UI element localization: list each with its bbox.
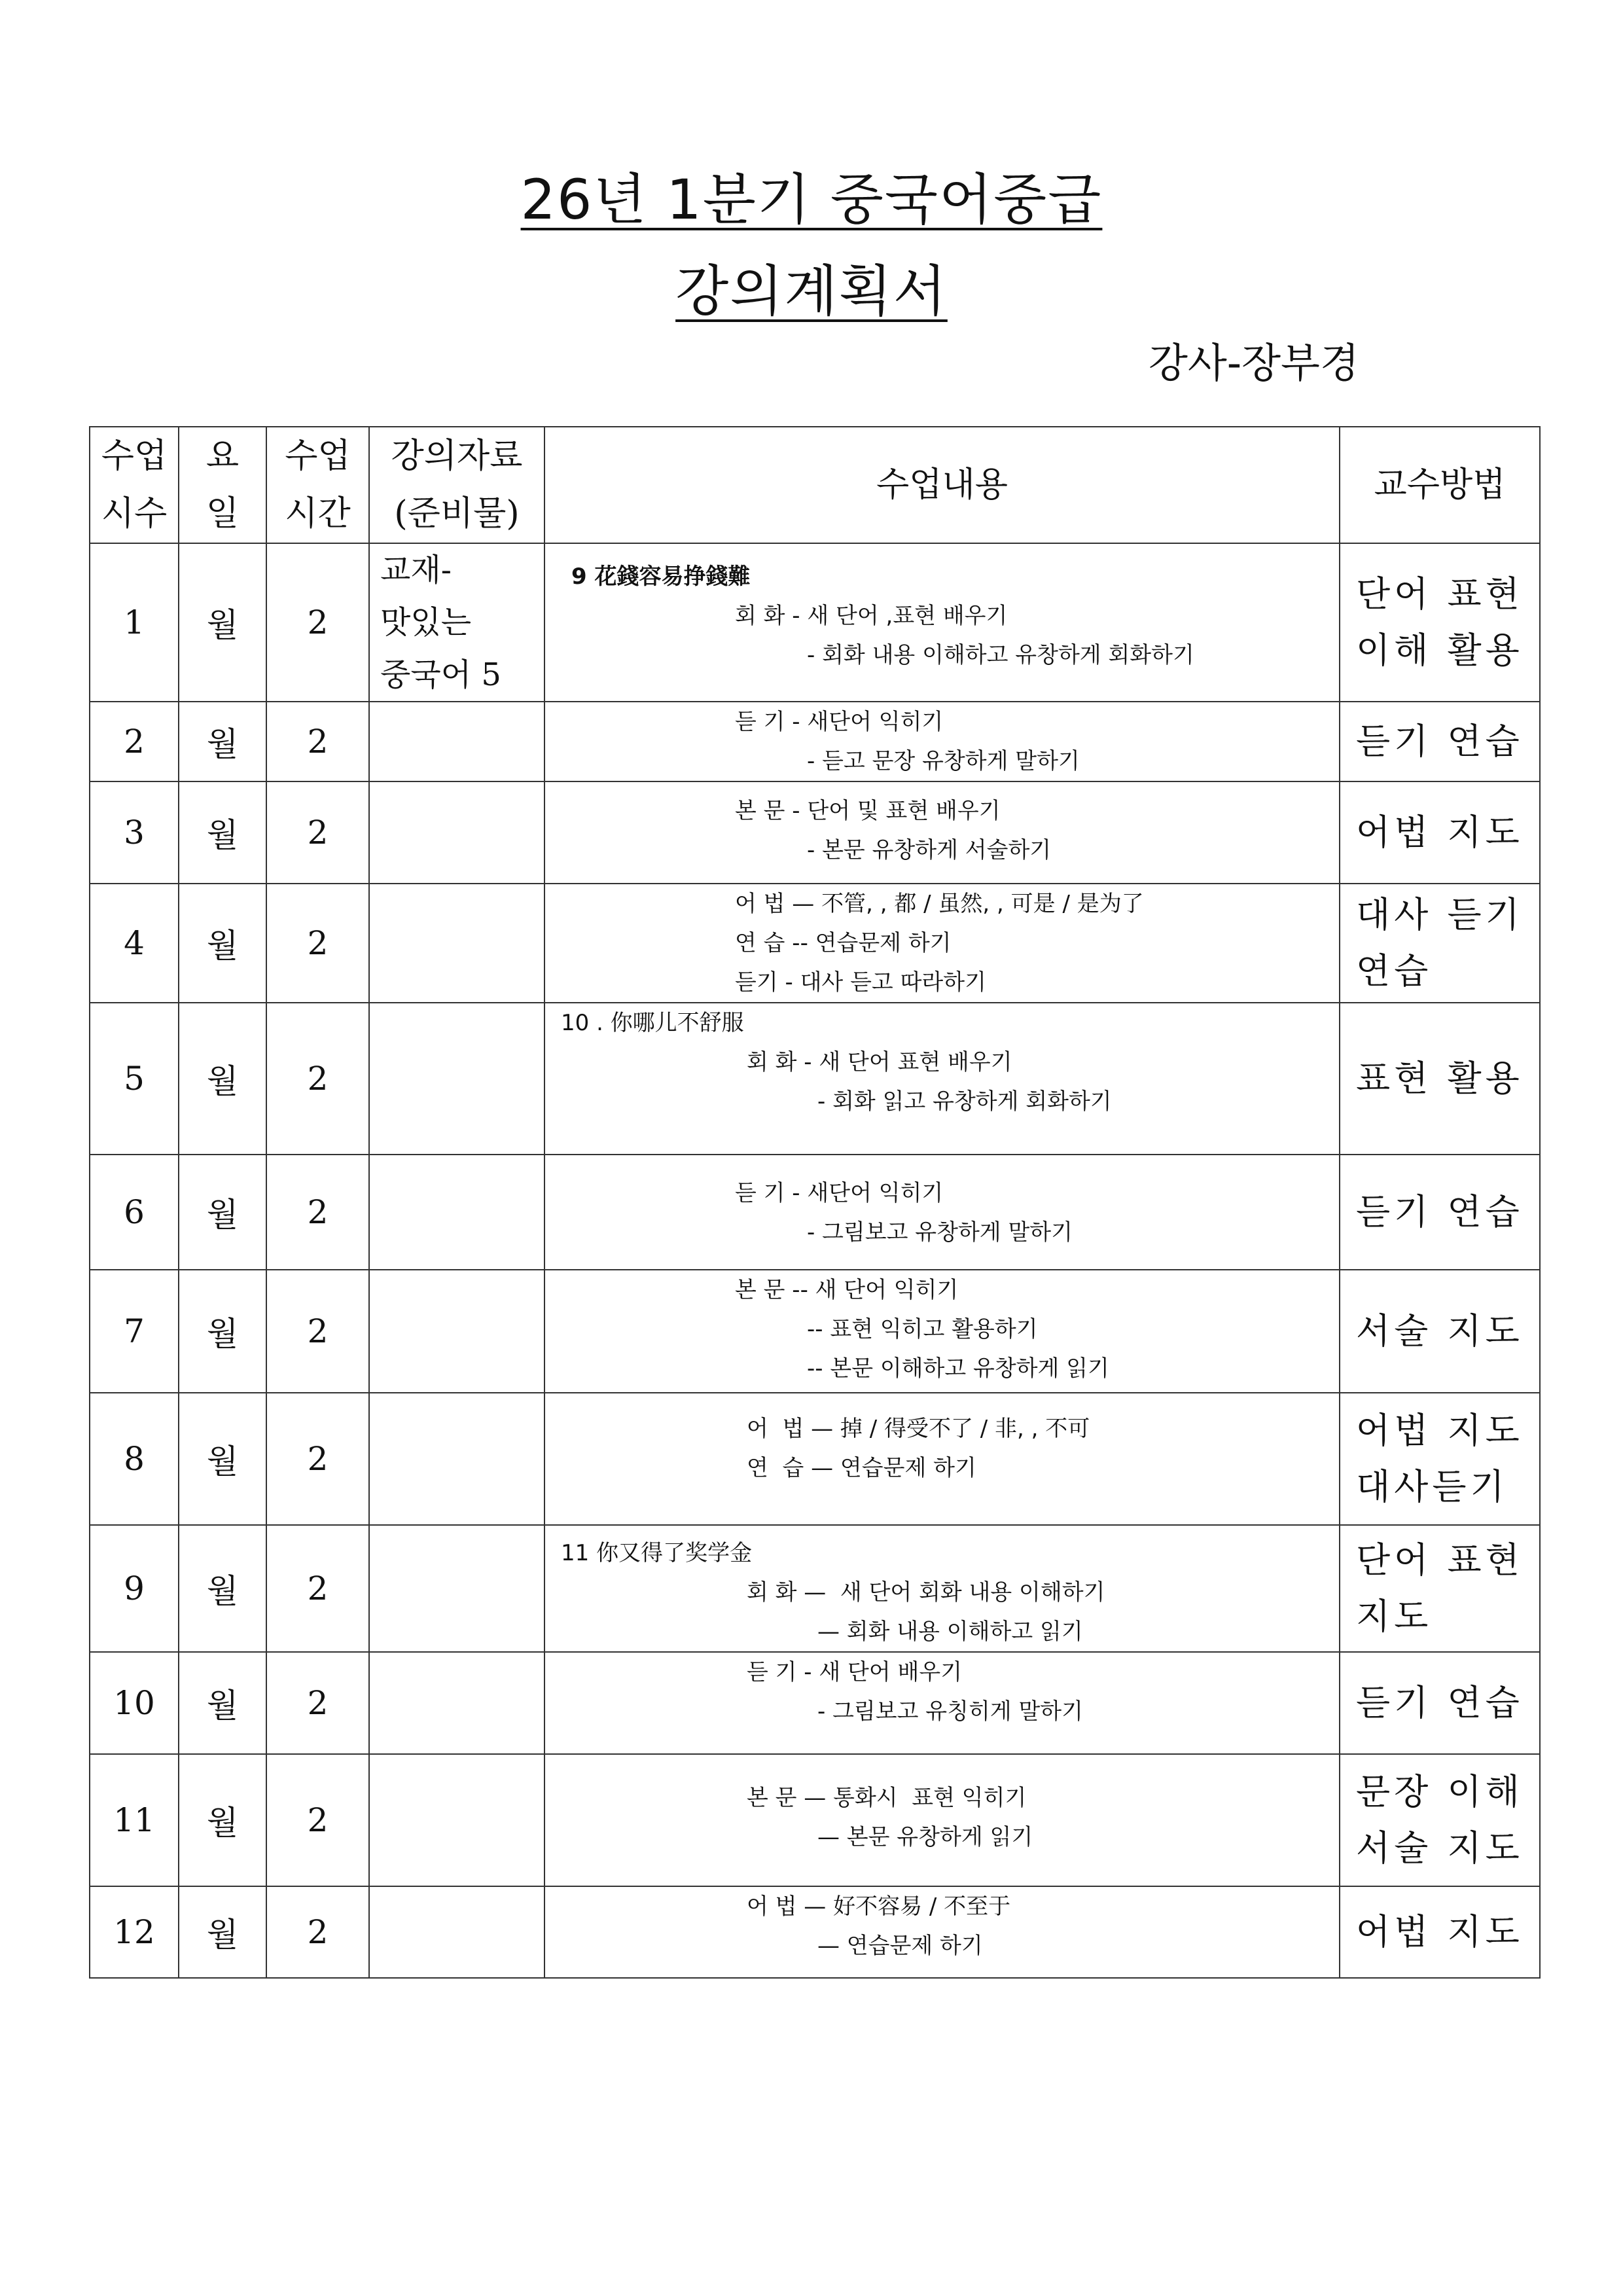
materials-cell: [369, 1525, 544, 1652]
session-number: 4: [90, 884, 179, 1003]
session-number: 11: [90, 1754, 179, 1886]
hours-cell: 2: [266, 781, 369, 884]
method-line: 서술 지도: [1356, 1310, 1524, 1352]
day-cell: 월: [179, 1270, 266, 1393]
hours-cell: 2: [266, 543, 369, 702]
method-line: 듣기 연습: [1356, 721, 1524, 762]
lesson-content-cell: [544, 1155, 1340, 1270]
content-line: 11 你又得了奖学金: [561, 1540, 753, 1566]
content-line: 연 습 -- 연습문제 하기: [735, 930, 952, 956]
lesson-content-cell: [544, 1525, 1340, 1652]
teaching-method-cell: [1340, 1270, 1540, 1393]
session-number: 3: [90, 781, 179, 884]
content-line: -- 표현 익히고 활용하기: [807, 1316, 1038, 1342]
materials-cell: [369, 543, 544, 702]
table-row: [90, 543, 1540, 702]
lesson-content-cell: [544, 1393, 1340, 1525]
hours-cell: 2: [266, 702, 369, 781]
lesson-content-cell: [544, 1886, 1340, 1978]
session-number: 2: [90, 702, 179, 781]
method-line: 이해 활용: [1356, 630, 1524, 671]
day-cell: 월: [179, 1525, 266, 1652]
session-number: 1: [90, 543, 179, 702]
content-line: — 회화 내용 이해하고 읽기: [817, 1619, 1083, 1645]
content-line: - 회화 읽고 유창하게 회화하기: [817, 1088, 1112, 1115]
content-line: 회 화 - 새 단어 표현 배우기: [747, 1049, 1012, 1075]
method-line: 듣기 연습: [1356, 1682, 1524, 1723]
session-number: 8: [90, 1393, 179, 1525]
teaching-method-cell: [1340, 702, 1540, 781]
lecture-plan-table: [89, 426, 1541, 1979]
table-row: [90, 1525, 1540, 1652]
day-cell: 월: [179, 702, 266, 781]
table-row: [90, 1754, 1540, 1886]
table-row: [90, 1155, 1540, 1270]
method-line: 문장 이해: [1356, 1771, 1524, 1812]
lesson-content-cell: [544, 702, 1340, 781]
method-line: 단어 표현: [1356, 573, 1524, 615]
header-content: 수업내용: [544, 427, 1340, 543]
header-day: 요 일: [179, 427, 266, 543]
content-line: 어 법 — 好不容易 / 不至于: [747, 1893, 1011, 1920]
table-row: [90, 1270, 1540, 1393]
materials-cell: [369, 884, 544, 1003]
method-line: 대사듣기: [1356, 1466, 1508, 1507]
lesson-content-cell: [544, 1754, 1340, 1886]
document-title-line2: 강의계획서: [675, 259, 948, 323]
hours-cell: 2: [266, 1003, 369, 1155]
table-row: [90, 1886, 1540, 1978]
method-line: 지도: [1356, 1596, 1433, 1637]
materials-line: 중국어 5: [380, 656, 501, 693]
hours-cell: 2: [266, 1155, 369, 1270]
session-number: 7: [90, 1270, 179, 1393]
day-cell: 월: [179, 1003, 266, 1155]
content-line: - 그림보고 유칭히게 말하기: [817, 1698, 1083, 1725]
content-line: 연 습 — 연습문제 하기: [747, 1455, 976, 1481]
content-line: 듣 기 - 새 단어 배우기: [747, 1659, 963, 1685]
content-line: 회 화 — 새 단어 회화 내용 이해하기: [747, 1579, 1105, 1605]
materials-cell: [369, 702, 544, 781]
header-materials: 강의자료 (준비물): [369, 427, 544, 543]
lesson-content-cell: [544, 543, 1340, 702]
table-header-row: [90, 427, 1540, 543]
table-row: [90, 781, 1540, 884]
content-line: 어 법 — 掉 / 得受不了 / 非, , 不可: [747, 1416, 1090, 1442]
method-line: 연습: [1356, 950, 1433, 992]
lesson-content-cell: [544, 1270, 1340, 1393]
session-number: 6: [90, 1155, 179, 1270]
table-row: [90, 702, 1540, 781]
hours-cell: 2: [266, 884, 369, 1003]
document-title-line1: 26년 1분기 중국어중급: [520, 168, 1103, 232]
instructor-label: 강사-장부경: [1149, 339, 1359, 387]
hours-cell: 2: [266, 1754, 369, 1886]
materials-cell: [369, 1270, 544, 1393]
method-line: 듣기 연습: [1356, 1191, 1524, 1232]
hours-cell: 2: [266, 1886, 369, 1978]
method-line: 어법 지도: [1356, 812, 1524, 853]
lesson-content-cell: [544, 1652, 1340, 1754]
content-line: - 본문 유창하게 서술하기: [807, 837, 1052, 863]
materials-cell: [369, 1886, 544, 1978]
lesson-content-cell: [544, 781, 1340, 884]
content-line: 본 문 — 통화시 표현 익히기: [747, 1785, 1027, 1811]
content-line: -- 본문 이해하고 유창하게 읽기: [807, 1355, 1109, 1382]
header-session: 수업 시수: [90, 427, 179, 543]
session-number: 9: [90, 1525, 179, 1652]
content-line: 회 화 - 새 단어 ,표현 배우기: [735, 603, 1008, 629]
table-row: [90, 1652, 1540, 1754]
header-method: 교수방법: [1340, 427, 1540, 543]
materials-cell: [369, 1393, 544, 1525]
content-line: - 회화 내용 이해하고 유창하게 회화하기: [807, 642, 1194, 668]
teaching-method-cell: [1340, 1886, 1540, 1978]
hours-cell: 2: [266, 1652, 369, 1754]
session-number: 5: [90, 1003, 179, 1155]
teaching-method-cell: [1340, 1652, 1540, 1754]
teaching-method-cell: [1340, 543, 1540, 702]
method-line: 어법 지도: [1356, 1410, 1524, 1451]
materials-line: 맛있는: [380, 604, 472, 641]
day-cell: 월: [179, 1886, 266, 1978]
session-number: 12: [90, 1886, 179, 1978]
content-line: 듣 기 - 새단어 익히기: [735, 1180, 944, 1206]
hours-cell: 2: [266, 1525, 369, 1652]
day-cell: 월: [179, 1652, 266, 1754]
table-row: [90, 1393, 1540, 1525]
materials-cell: [369, 1155, 544, 1270]
table-body: [90, 543, 1540, 1978]
hours-cell: 2: [266, 1270, 369, 1393]
day-cell: 월: [179, 1393, 266, 1525]
teaching-method-cell: [1340, 1393, 1540, 1525]
method-line: 단어 표현: [1356, 1539, 1524, 1581]
day-cell: 월: [179, 781, 266, 884]
lesson-content-cell: [544, 884, 1340, 1003]
content-line: 본 문 -- 새 단어 익히기: [735, 1277, 959, 1303]
method-line: 어법 지도: [1356, 1911, 1524, 1952]
method-line: 표현 활용: [1356, 1058, 1524, 1099]
teaching-method-cell: [1340, 1525, 1540, 1652]
day-cell: 월: [179, 543, 266, 702]
method-line: 대사 듣기: [1356, 894, 1524, 935]
teaching-method-cell: [1340, 1754, 1540, 1886]
content-line: 10 . 你哪儿不舒服: [561, 1010, 744, 1036]
materials-cell: [369, 1652, 544, 1754]
content-line: 듣기 - 대사 듣고 따라하기: [735, 969, 986, 996]
day-cell: 월: [179, 884, 266, 1003]
content-line: 9 花錢容易挣錢難: [571, 564, 751, 590]
teaching-method-cell: [1340, 781, 1540, 884]
materials-cell: [369, 781, 544, 884]
day-cell: 월: [179, 1754, 266, 1886]
table-row: [90, 884, 1540, 1003]
method-line: 서술 지도: [1356, 1827, 1524, 1869]
lesson-content-cell: [544, 1003, 1340, 1155]
teaching-method-cell: [1340, 1155, 1540, 1270]
content-line: 본 문 - 단어 및 표현 배우기: [735, 798, 1001, 824]
content-line: 듣 기 - 새단어 익히기: [735, 709, 944, 735]
content-line: - 듣고 문장 유창하게 말하기: [807, 748, 1080, 774]
content-line: — 본문 유창하게 읽기: [817, 1824, 1033, 1850]
day-cell: 월: [179, 1155, 266, 1270]
header-hours: 수업 시간: [266, 427, 369, 543]
materials-cell: [369, 1003, 544, 1155]
materials-cell: [369, 1754, 544, 1886]
teaching-method-cell: [1340, 884, 1540, 1003]
content-line: 어 법 — 不管, , 都 / 虽然, , 可是 / 是为了: [735, 891, 1144, 917]
hours-cell: 2: [266, 1393, 369, 1525]
content-line: — 연습문제 하기: [817, 1933, 983, 1959]
session-number: 10: [90, 1652, 179, 1754]
teaching-method-cell: [1340, 1003, 1540, 1155]
content-line: - 그림보고 유창하게 말하기: [807, 1219, 1073, 1246]
materials-line: 교재-: [380, 552, 452, 588]
table-row: [90, 1003, 1540, 1155]
